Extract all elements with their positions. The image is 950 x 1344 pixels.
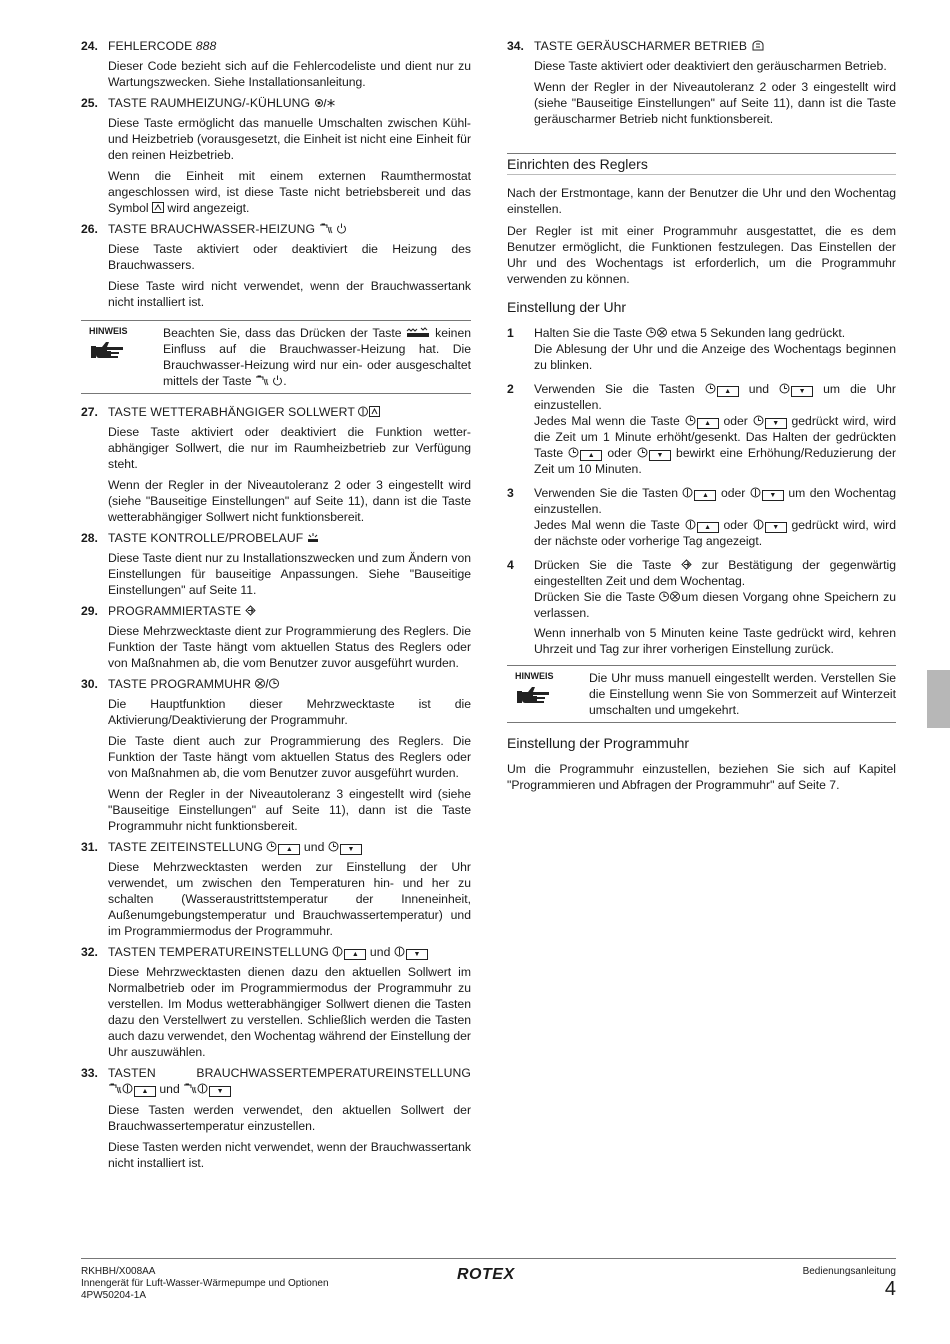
paragraph: Diese Taste dient nur zu Installationszwecken und zum Ändern von Einstellungen für bauseitige Anpassungen. Siehe "Bauseitige Einstellungen" auf Seite 11. bbox=[108, 551, 471, 597]
schedule-timer-icon bbox=[255, 678, 279, 689]
paragraph: Diese Taste aktiviert oder deaktiviert die Heizung des Brauchwassers. bbox=[108, 242, 471, 272]
thermometer-icon bbox=[197, 1083, 208, 1094]
product-description: Innengerät für Luft-Wasser-Wärmepumpe und Optionen bbox=[81, 1278, 329, 1289]
clock-icon bbox=[328, 841, 339, 852]
power-icon bbox=[272, 375, 283, 386]
external-thermostat-icon bbox=[152, 202, 164, 213]
paragraph: Diese Mehrzwecktasten werden zur Einstellung der Uhr verwendet, um zwischen den Temperaturen hin- und her zu schalten (Wasseraustrittstemperatur der Inneneinheit, Außenumgebungstemperatur und Brauchwassertemperatur) und im Programmiermodus der Programmuhr. bbox=[108, 860, 471, 938]
paragraph: Diese Tasten werden verwendet, den aktuellen Sollwert der Brauchwassertemperatur einzustellen. bbox=[108, 1103, 471, 1133]
thermometer-icon bbox=[122, 1083, 133, 1094]
up-key: ▲ bbox=[278, 844, 300, 855]
item-number: 30. bbox=[81, 677, 98, 691]
step-number: 4 bbox=[507, 558, 514, 572]
item-33 bbox=[81, 1065, 471, 1171]
step-1: 1 Halten Sie die Taste etwa 5 Sekunden lang gedrückt. Die Ablesung der Uhr und die Anzeige des Wochentags beginnen zu blinken. bbox=[507, 326, 896, 372]
low-noise-icon bbox=[751, 40, 765, 51]
item-number: 33. bbox=[81, 1066, 98, 1080]
note-box bbox=[507, 665, 896, 723]
pointing-hand-icon bbox=[91, 340, 127, 362]
paragraph: Wenn der Regler in der Niveautoleranz 2 oder 3 eingestellt wird (siehe "Bauseitige Einstellungen" auf Seite 11), dann ist die Taste geräuscharmer Betrieb nicht funktionsbereit. bbox=[534, 80, 896, 126]
step-number: 3 bbox=[507, 486, 514, 500]
note-box bbox=[81, 320, 471, 394]
heat-cool-icon bbox=[314, 98, 336, 108]
paragraph: Wenn der Regler in der Niveautoleranz 2 oder 3 eingestellt wird (siehe "Bauseitige Einstellungen" auf Seite 11), dann ist die Taste wetterabhängiger Sollwert nicht funktionsbereit. bbox=[108, 478, 471, 524]
quiet-tap-icon bbox=[406, 327, 430, 338]
paragraph: Diese Taste wird nicht verwendet, wenn der Brauchwassertank nicht installiert ist. bbox=[108, 279, 471, 309]
item-number: 29. bbox=[81, 604, 98, 618]
paragraph: Wenn der Regler in der Niveautoleranz 3 eingestellt wird (siehe "Bauseitige Einstellungen" auf Seite 11), dann ist die Taste Programmuhr nicht funktionsbereit. bbox=[108, 787, 471, 833]
paragraph: Drücken Sie die Taste um diesen Vorgang ohne Speichern zu verlassen. bbox=[534, 590, 897, 620]
up-key: ▲ bbox=[134, 1086, 156, 1097]
chapter-tab bbox=[927, 670, 950, 728]
note-label: HINWEIS bbox=[515, 671, 554, 681]
paragraph: Wenn die Einheit mit einem externen Raumthermostat angeschlossen wird, ist diese Taste nicht betriebsbereit und das Symbol wird angezeigt. bbox=[108, 169, 471, 215]
clock-icon bbox=[685, 415, 696, 426]
step-number: 2 bbox=[507, 382, 514, 396]
item-26 bbox=[81, 221, 471, 310]
weather-dependent-icon bbox=[358, 406, 380, 417]
item-number: 24. bbox=[81, 39, 98, 53]
paragraph: Jedes Mal wenn die Taste ▲ oder ▼ gedrückt wird, wird die Zeit um 1 Minute erhöht/gesenkt. Das Halten der gedrückten Taste ▲ oder ▼ bewirkt eine Erhöhung/Reduzierung der Zeit um 10 Minuten. bbox=[534, 414, 897, 476]
down-key: ▼ bbox=[340, 844, 362, 855]
item-32: 32. TASTEN TEMPERATUREINSTELLUNG ▲ und ▼ Diese Mehrzwecktasten dienen dazu den aktuellen Sollwert im Normalbetrieb oder im Programmiermodus der Programmuhr zu verstellen. Im Modus wetterabhängiger Sollwert dienen die Tasten dazu den Verstellwert zu verstellen. Schließlich werden die Tasten auch dazu verwendet, den Wochentag während der Einstellung der Uhr auszuwählen. bbox=[81, 945, 471, 1059]
clock-icon bbox=[266, 841, 277, 852]
paragraph: Diese Mehrzwecktaste dient zur Programmierung des Reglers. Die Funktion der Taste hängt vom aktuellen Status des Reglers oder von Maßnahmen ab, die vom Benutzer zuvor ausgeführt wurden. bbox=[108, 624, 471, 670]
clock-icon bbox=[705, 383, 716, 394]
programming-icon bbox=[681, 559, 692, 570]
item-25 bbox=[81, 95, 471, 216]
item-title: TASTE PROGRAMMUHR bbox=[108, 677, 251, 691]
document-type: Bedienungsanleitung bbox=[802, 1266, 896, 1277]
paragraph: Diese Taste ermöglicht das manuelle Umschalten zwischen Kühl- und Heizbetrieb (vorausgesetzt, die Einheit ist nicht eine Einheit für den reinen Heizbetrieb. bbox=[108, 116, 471, 162]
thermometer-icon bbox=[332, 946, 343, 957]
clock-icon bbox=[637, 447, 648, 458]
error-code: 888 bbox=[195, 39, 217, 53]
document-code: 4PW50204-1A bbox=[81, 1290, 147, 1301]
thermometer-icon bbox=[682, 487, 693, 498]
paragraph: Die Hauptfunktion dieser Mehrzwecktaste ist die Aktivierung/Deaktivierung der Programmuhr. bbox=[108, 697, 471, 727]
down-key: ▼ bbox=[791, 386, 813, 397]
paragraph: Diese Tasten werden nicht verwendet, wenn der Brauchwassertank nicht installiert ist. bbox=[108, 1140, 471, 1170]
step-4: 4 Drücken Sie die Taste zur Bestätigung der gegenwärtig eingestellten Zeit und dem Wochentag. Drücken Sie die Taste um diesen Vorgang ohne Speichern zu verlassen. Wenn innerhalb von 5 Minuten keine Taste gedrückt wird, kehren Uhrzeit und Tag zur ihrer vorherigen Einstellung zurück. bbox=[507, 558, 897, 656]
up-key: ▲ bbox=[694, 490, 716, 501]
note-text: Die Uhr muss manuell eingestellt werden. Verstellen Sie die Einstellung wenn Sie von Sommerzeit auf Winterzeit umschalten und umgekehrt. bbox=[589, 671, 896, 717]
tap-water-icon bbox=[255, 375, 269, 386]
thermometer-icon bbox=[685, 519, 696, 530]
item-title: TASTEN TEMPERATUREINSTELLUNG bbox=[108, 945, 329, 959]
pointing-hand-icon bbox=[517, 685, 553, 707]
down-key: ▼ bbox=[765, 418, 787, 429]
paragraph: Die Ablesung der Uhr und die Anzeige des Wochentags beginnen zu blinken. bbox=[534, 342, 896, 372]
down-key: ▼ bbox=[765, 522, 787, 533]
up-key: ▲ bbox=[344, 949, 366, 960]
item-title: PROGRAMMIERTASTE bbox=[108, 604, 242, 618]
item-number: 25. bbox=[81, 96, 98, 110]
paragraph: Nach der Erstmontage, kann der Benutzer die Uhr und den Wochentag einstellen. bbox=[507, 186, 896, 216]
paragraph: Um die Programmuhr einzustellen, beziehen Sie sich auf Kapitel "Programmieren und Abfragen der Programmuhr" auf Seite 7. bbox=[507, 762, 896, 792]
item-title: TASTE WETTERABHÄNGIGER SOLLWERT bbox=[108, 405, 355, 419]
thermometer-icon bbox=[753, 519, 764, 530]
item-number: 26. bbox=[81, 222, 98, 236]
item-number: 31. bbox=[81, 840, 98, 854]
programming-icon bbox=[245, 605, 256, 616]
page-number: 4 bbox=[884, 1278, 896, 1300]
note-label: HINWEIS bbox=[89, 326, 128, 336]
item-title: TASTEN BRAUCHWASSERTEMPERATUREINSTELLUNG bbox=[108, 1066, 471, 1080]
section-title: Einrichten des Reglers bbox=[507, 153, 896, 175]
paragraph: Die Taste dient auch zur Programmierung des Reglers. Die Funktion der Taste hängt vom aktuellen Status des Reglers oder von Maßnahmen ab, die vom Benutzer zuvor ausgeführt wurden. bbox=[108, 734, 471, 780]
paragraph: Wenn innerhalb von 5 Minuten keine Taste gedrückt wird, kehren Uhrzeit und Tag zur ihrer vorherigen Einstellung zurück. bbox=[534, 626, 896, 656]
power-icon bbox=[336, 223, 347, 234]
note-text: Beachten Sie, dass das Drücken der Taste keinen Einfluss auf die Brauchwasser-Heizung hat. Die Brauchwasser-Heizung wird nur ein- oder ausgeschaltet mittels der Taste . bbox=[163, 326, 472, 388]
thermometer-icon bbox=[750, 487, 761, 498]
right-column bbox=[507, 38, 896, 799]
item-number: 34. bbox=[507, 39, 524, 53]
item-title: TASTE GERÄUSCHARMER BETRIEB bbox=[534, 39, 748, 53]
paragraph: Dieser Code bezieht sich auf die Fehlercodeliste und dient nur zu Wartungszwecken. Siehe Installationsanleitung. bbox=[108, 59, 471, 89]
clock-timer-icon bbox=[646, 327, 668, 338]
subsection-title: Einstellung der Programmuhr bbox=[507, 735, 690, 751]
paragraph: Diese Taste aktiviert oder deaktiviert den geräuscharmen Betrieb. bbox=[534, 59, 887, 73]
down-key: ▼ bbox=[762, 490, 784, 501]
item-31: 31. TASTE ZEITEINSTELLUNG ▲ und ▼ Diese Mehrzwecktasten werden zur Einstellung der Uhr verwendet, um zwischen den Temperaturen hin- und her zu schalten (Wasseraustrittstemperatur der Inneneinheit, Außenumgebungstemperatur und Brauchwassertemperatur) und im Programmiermodus der Programmuhr. bbox=[81, 840, 471, 938]
model-number: RKHBH/X008AA bbox=[81, 1266, 156, 1277]
item-27 bbox=[81, 404, 471, 525]
item-34 bbox=[507, 38, 896, 127]
item-title: TASTE RAUMHEIZUNG/-KÜHLUNG bbox=[108, 96, 311, 110]
tap-water-icon bbox=[319, 223, 333, 234]
item-30 bbox=[81, 676, 471, 834]
item-28 bbox=[81, 530, 471, 598]
left-column bbox=[81, 38, 471, 1176]
clock-icon bbox=[779, 383, 790, 394]
down-key: ▼ bbox=[406, 949, 428, 960]
inspection-icon bbox=[307, 532, 319, 543]
page-footer bbox=[81, 1258, 896, 1301]
item-29 bbox=[81, 603, 471, 671]
step-number: 1 bbox=[507, 326, 514, 340]
down-key: ▼ bbox=[209, 1086, 231, 1097]
item-24 bbox=[81, 38, 471, 90]
up-key: ▲ bbox=[697, 522, 719, 533]
down-key: ▼ bbox=[649, 450, 671, 461]
item-title: TASTE ZEITEINSTELLUNG bbox=[108, 840, 263, 854]
tap-water-icon bbox=[108, 1083, 122, 1094]
title-continuation: ▲ und ▼ bbox=[108, 1081, 471, 1097]
clock-icon bbox=[568, 447, 579, 458]
step-3: 3 Verwenden Sie die Tasten ▲ oder ▼ um den Wochentag einzustellen. Jedes Mal wenn die Taste ▲ oder ▼ gedrückt wird, wird der nächste oder vorherige Tag angezeigt. bbox=[507, 486, 896, 548]
item-title: TASTE KONTROLLE/PROBELAUF bbox=[108, 531, 304, 545]
thermometer-icon bbox=[394, 946, 405, 957]
paragraph: Jedes Mal wenn die Taste ▲ oder ▼ gedrückt wird, wird der nächste oder vorherige Tag angezeigt. bbox=[534, 518, 896, 548]
clock-icon bbox=[753, 415, 764, 426]
paragraph: Der Regler ist mit einer Programmuhr ausgestattet, die es dem Benutzer ermöglicht, die Funktionen festzulegen. Das Einstellen der Uhr und des Wochentags ist erforderlich, um die Programmuhr verwenden zu können. bbox=[507, 224, 896, 286]
item-number: 28. bbox=[81, 531, 98, 545]
clock-timer-icon bbox=[659, 591, 681, 602]
up-key: ▲ bbox=[697, 418, 719, 429]
tap-water-icon bbox=[183, 1083, 197, 1094]
item-number: 27. bbox=[81, 405, 98, 419]
subsection-title: Einstellung der Uhr bbox=[507, 299, 627, 315]
step-2: 2 Verwenden Sie die Tasten ▲ und ▼ um die Uhr einzustellen. Jedes Mal wenn die Taste ▲ oder ▼ gedrückt wird, wird die Zeit um 1 Minute erhöht/gesenkt. Das Halten der gedrückten Taste ▲ oder ▼ bewirkt eine Erhöhung/Reduzierung der Zeit um 10 Minuten. bbox=[507, 382, 897, 476]
paragraph: Diese Mehrzwecktasten dienen dazu den aktuellen Sollwert im Normalbetrieb oder im Programmiermodus der Programmuhr zu verstellen. Im Modus wetterabhängiger Sollwert dienen die Tasten dazu den Verstellwert zu verstellen. Schließlich werden die Tasten auch dazu verwendet, den Wochentag während der Einstellung der Uhr auszuwählen. bbox=[108, 965, 471, 1059]
item-number: 32. bbox=[81, 945, 98, 959]
up-key: ▲ bbox=[717, 386, 739, 397]
up-key: ▲ bbox=[580, 450, 602, 461]
item-title: FEHLERCODE bbox=[108, 39, 193, 53]
paragraph: Diese Taste aktiviert oder deaktiviert die Funktion wetter-abhängiger Sollwert, die nur im Raumheizbetrieb zur Verfügung steht. bbox=[108, 425, 471, 471]
brand-logo: ROTEX bbox=[457, 1266, 515, 1283]
item-title: TASTE BRAUCHWASSER-HEIZUNG bbox=[108, 222, 316, 236]
